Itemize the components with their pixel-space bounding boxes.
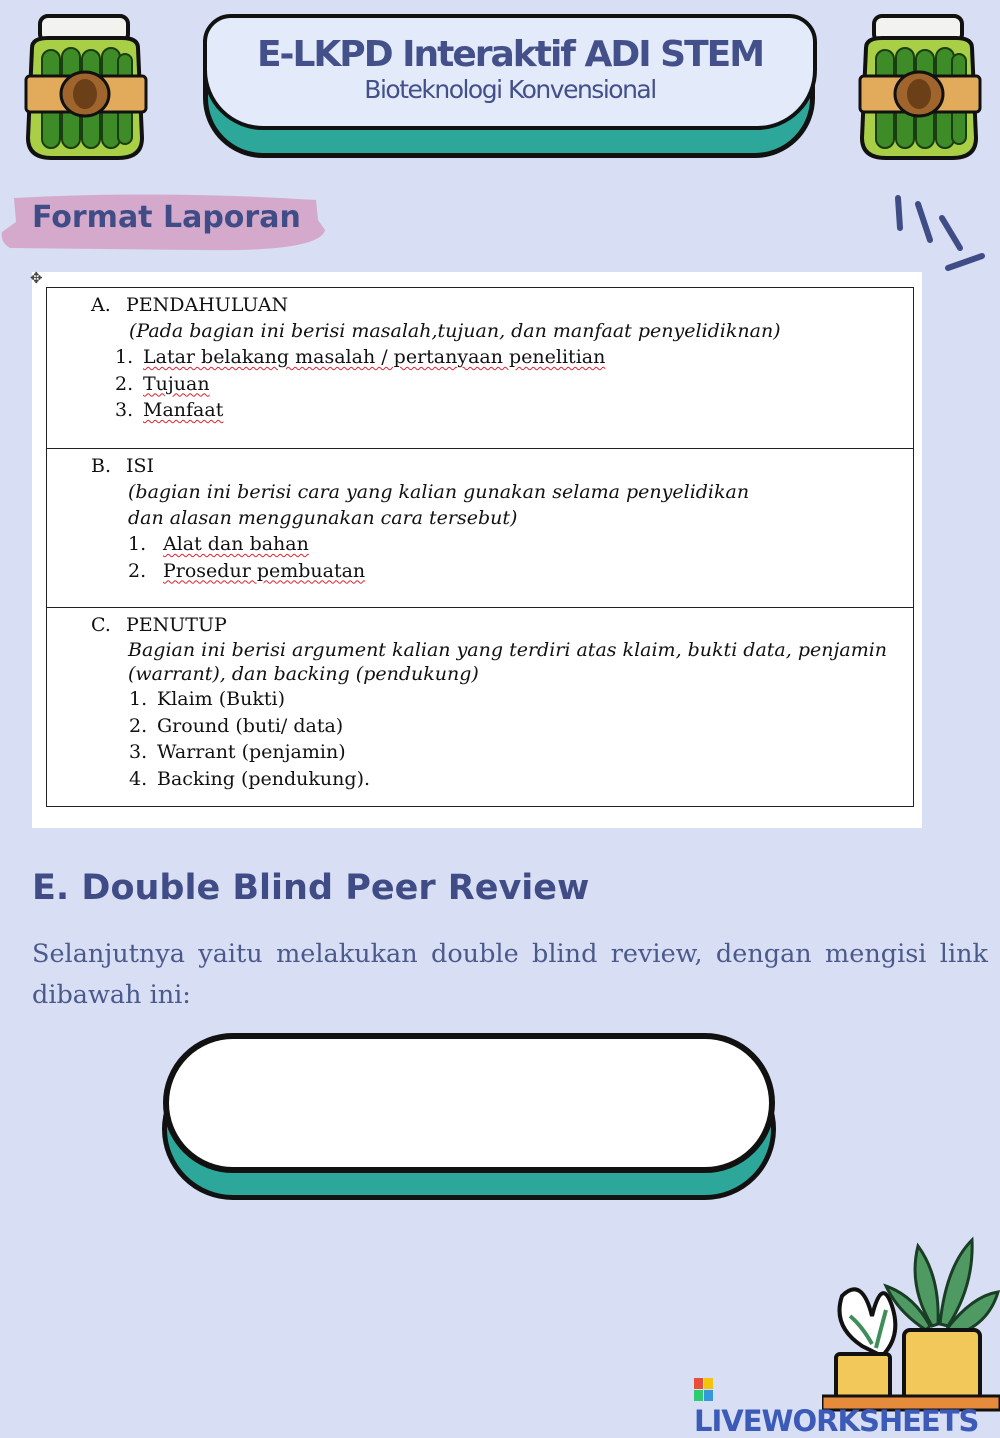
link-input[interactable] [209,1075,733,1135]
page-subtitle: Bioteknologi Konvensional [364,75,656,104]
pickle-jar-icon [18,8,153,166]
table-cell-section-c: C. PENUTUP Bagian ini berisi argument kalian yang terdiri atas klaim, bukti data, penjamin (warrant), dan backing (pendukung) 1. Klaim (Bukti) 2. Ground (buti/ data) 3. Warrant (penjamin) 4. Backing (pendukung). [47,608,913,806]
list-item: 3. Manfaat [115,399,224,421]
list-item: 2. Ground (buti/ data) [129,714,344,737]
section-e-title: E. Double Blind Peer Review [32,868,590,908]
table-move-handle-icon[interactable]: ✥ [30,269,43,287]
report-format-document [30,269,922,828]
list-item: 1. Alat dan bahan [128,533,309,555]
section-e-instructions: Selanjutnya yaitu melakukan double blind review, dengan mengisi link dibawah ini: [32,939,988,1010]
liveworksheets-logo-icon [694,1378,713,1401]
section-title: Format Laporan [32,200,301,235]
pickle-jar-icon [852,8,987,166]
list-item: 1. Latar belakang masalah / pertanyaan penelitian [115,346,606,368]
list-item: 2. Tujuan [115,372,210,395]
section-heading: PENUTUP [126,614,227,636]
spark-lines-icon [890,190,990,280]
section-note: (Pada bagian ini berisi masalah,tujuan, dan manfaat penyelidiknan) [129,320,781,342]
section-heading: ISI [126,455,155,477]
page-title: E-LKPD Interaktif ADI STEM [256,34,764,75]
list-item: 4. Backing (pendukung). [129,767,371,790]
list-item: 1. Klaim (Bukti) [129,688,285,710]
list-item: 2. Prosedur pembuatan [128,559,366,582]
section-note: Bagian ini berisi argument kalian yang terdiri atas klaim, bukti data, penjamin (warrant), dan backing (pendukung) [128,639,888,685]
list-item: 3. Warrant (penjamin) [129,741,346,763]
section-heading: PENDAHULUAN [126,294,289,316]
report-format-table [46,287,914,807]
link-answer-box [163,1033,775,1173]
section-note: (bagian ini berisi cara yang kalian gunakan selama penyelidikan dan alasan menggunakan cara tersebut) [128,481,750,529]
table-cell-section-b: B. ISI (bagian ini berisi cara yang kalian gunakan selama penyelidikan dan alasan menggunakan cara tersebut) 1. Alat dan bahan 2. Prosedur pembuatan [47,449,913,608]
header-banner [203,14,817,130]
liveworksheets-logo: LIVEWORKSHEETS [694,1370,1000,1438]
table-cell-section-a: A. PENDAHULUAN (Pada bagian ini berisi masalah,tujuan, dan manfaat penyelidiknan) 1. Latar belakang masalah / pertanyaan penelitian 2. Tujuan 3. Manfaat [47,288,913,449]
